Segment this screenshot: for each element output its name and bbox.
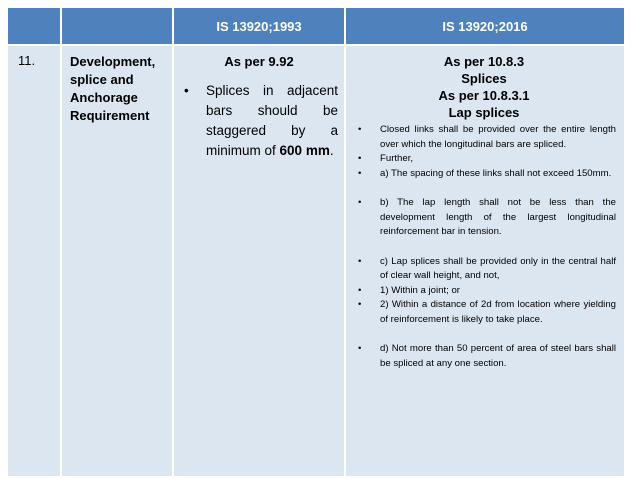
splice-distance-value: 600: [279, 143, 303, 158]
list-item-text: 1) Within a joint; or: [380, 284, 460, 296]
list-item-text: Closed links shall be provided over the entire length over which the longitudinal bars are spliced.: [380, 124, 616, 150]
list-item-text: a) The spacing of these links shall not exceed 150mm.: [380, 167, 612, 179]
list-item-text: d) Not more than 50 percent of area of steel bars shall be spliced at any one section.: [380, 343, 616, 369]
is-1993-cell: [174, 46, 344, 476]
bullet-icon: •: [358, 167, 362, 179]
lap-splice-list: [352, 123, 616, 371]
bullet-icon: •: [358, 153, 362, 164]
row-title-line: splice and: [70, 72, 134, 87]
list-item-text: 2) Within a distance of 2d from location where yielding of reinforcement is likely to take place.: [380, 299, 616, 325]
bullet-text: [206, 81, 338, 161]
comparison-table: [7, 7, 625, 477]
list-item: [352, 196, 616, 240]
list-item: [352, 284, 616, 299]
row-number-cell: [8, 46, 60, 476]
header-cell-is-2016: IS 13920;2016: [346, 8, 624, 44]
row-number: 11.: [18, 53, 36, 68]
clause-heading: As per 10.8.3: [443, 54, 525, 69]
bullet-item: [180, 81, 338, 161]
bullet-icon: •: [358, 343, 362, 354]
splice-distance-unit: mm: [305, 143, 330, 158]
list-item: [352, 342, 616, 371]
list-item-text: c) Lap splices shall be provided only in the central half of clear wall height, and not,: [380, 255, 616, 281]
is-2016-cell: [346, 46, 624, 476]
list-item: [352, 255, 616, 284]
list-item: [352, 152, 616, 167]
section-title: Lap splices: [448, 105, 520, 120]
bullet-icon: •: [184, 83, 189, 98]
list-item-text: Further,: [380, 153, 414, 164]
bullet-icon: •: [358, 299, 362, 310]
list-item-text: b) The lap length shall not be less than the development length of the largest longitudinal reinforcement bar in tension.: [380, 197, 616, 237]
header-cell-topic: [62, 8, 172, 44]
header-cell-number: [8, 8, 60, 44]
sentence-end: .: [329, 143, 334, 158]
row-title-cell: [62, 46, 172, 476]
list-item: [352, 167, 616, 182]
row-title-line: Anchorage: [70, 90, 138, 105]
row-title-line: Development,: [70, 54, 156, 69]
clause-heading: As per 10.8.3.1: [438, 88, 530, 103]
section-title: Splices: [461, 71, 507, 86]
list-item: [352, 123, 616, 152]
clause-heading: As per 9.92: [224, 54, 294, 69]
splice-rule-text: Splices in adjacent bars should be staggered by a minimum of: [206, 83, 338, 158]
list-item: [352, 298, 616, 327]
header-cell-is-1993: IS 13920;1993: [174, 8, 344, 44]
bullet-icon: •: [358, 255, 362, 267]
bullet-icon: •: [358, 124, 362, 135]
bullet-icon: •: [358, 284, 362, 296]
bullet-icon: •: [358, 197, 362, 208]
row-title-line: Requirement: [70, 108, 150, 123]
